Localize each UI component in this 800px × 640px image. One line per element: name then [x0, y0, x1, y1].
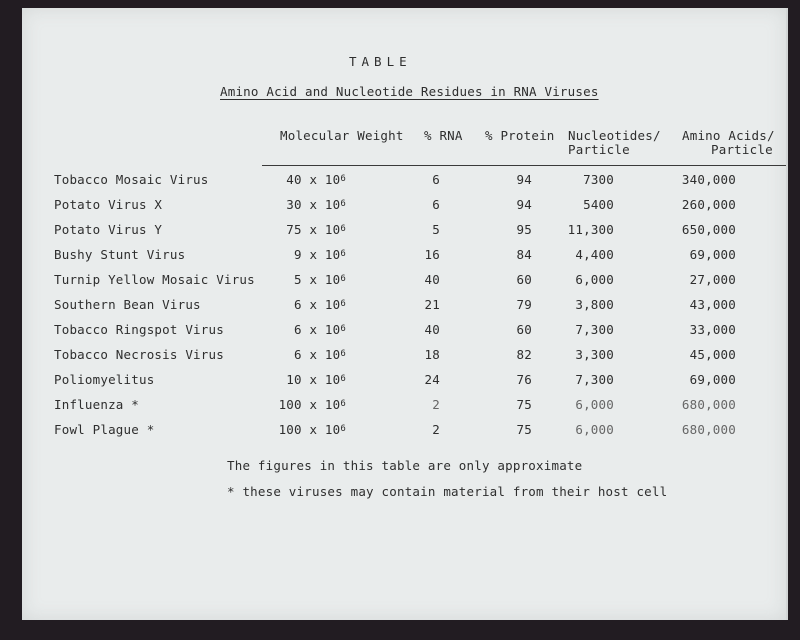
row-rna-percent: 40 [424, 272, 440, 287]
document-page [22, 8, 788, 620]
row-molecular-weight [246, 324, 346, 337]
row-amino-acids: 680,000 [681, 422, 736, 437]
exponent: 6 [340, 374, 346, 384]
row-nucleotides: 11,300 [567, 222, 614, 237]
molecular-weight-value: 6 x 10 [294, 347, 341, 362]
row-protein-percent: 60 [516, 272, 532, 287]
row-virus-name: Tobacco Necrosis Virus [54, 347, 224, 362]
row-nucleotides: 7300 [583, 172, 614, 187]
row-rna-percent: 40 [424, 322, 440, 337]
row-virus-name: Poliomyelitus [54, 372, 155, 387]
exponent: 6 [340, 399, 346, 409]
molecular-weight-value: 100 x 10 [278, 422, 341, 437]
row-protein-percent: 95 [516, 222, 532, 237]
row-protein-percent: 75 [516, 422, 532, 437]
row-amino-acids: 340,000 [681, 172, 736, 187]
row-nucleotides: 5400 [583, 197, 614, 212]
row-rna-percent: 2 [432, 397, 440, 412]
molecular-weight-value: 75 x 10 [286, 222, 341, 237]
column-header-rna: % RNA [424, 128, 463, 143]
row-amino-acids: 43,000 [689, 297, 736, 312]
row-amino-acids: 260,000 [681, 197, 736, 212]
row-molecular-weight [246, 174, 346, 187]
row-virus-name: Tobacco Mosaic Virus [54, 172, 209, 187]
row-virus-name: Southern Bean Virus [54, 297, 201, 312]
column-header-nucleotides-line2: Particle [568, 142, 630, 157]
row-nucleotides: 6,000 [575, 397, 614, 412]
row-amino-acids: 45,000 [689, 347, 736, 362]
exponent: 6 [340, 274, 346, 284]
header-rule [262, 165, 786, 166]
row-nucleotides: 7,300 [575, 372, 614, 387]
row-nucleotides: 4,400 [575, 247, 614, 262]
row-molecular-weight [246, 374, 346, 387]
row-protein-percent: 79 [516, 297, 532, 312]
row-nucleotides: 3,800 [575, 297, 614, 312]
document-heading: TABLE [349, 54, 412, 69]
footnote-approximate: The figures in this table are only approximate [227, 458, 583, 473]
molecular-weight-value: 6 x 10 [294, 322, 341, 337]
row-rna-percent: 16 [424, 247, 440, 262]
row-virus-name: Turnip Yellow Mosaic Virus [54, 272, 255, 287]
molecular-weight-value: 9 x 10 [294, 247, 341, 262]
row-nucleotides: 6,000 [575, 422, 614, 437]
row-protein-percent: 94 [516, 197, 532, 212]
molecular-weight-value: 30 x 10 [286, 197, 341, 212]
row-virus-name: Bushy Stunt Virus [54, 247, 186, 262]
footnote-host-cell: * these viruses may contain material from their host cell [227, 484, 668, 499]
row-molecular-weight [246, 224, 346, 237]
row-protein-percent: 84 [516, 247, 532, 262]
exponent: 6 [340, 424, 346, 434]
row-molecular-weight [246, 249, 346, 262]
molecular-weight-value: 6 x 10 [294, 297, 341, 312]
row-molecular-weight [246, 299, 346, 312]
row-protein-percent: 76 [516, 372, 532, 387]
row-virus-name: Potato Virus X [54, 197, 163, 212]
molecular-weight-value: 5 x 10 [294, 272, 341, 287]
exponent: 6 [340, 349, 346, 359]
row-rna-percent: 6 [432, 197, 440, 212]
exponent: 6 [340, 174, 346, 184]
row-rna-percent: 24 [424, 372, 440, 387]
row-molecular-weight [246, 199, 346, 212]
row-rna-percent: 2 [432, 422, 440, 437]
row-virus-name: Potato Virus Y [54, 222, 163, 237]
row-protein-percent: 94 [516, 172, 532, 187]
row-virus-name: Fowl Plague * [54, 422, 155, 437]
column-header-amino-acids-line2: Particle [711, 142, 773, 157]
row-molecular-weight [246, 399, 346, 412]
row-nucleotides: 7,300 [575, 322, 614, 337]
row-molecular-weight [246, 424, 346, 437]
exponent: 6 [340, 299, 346, 309]
column-header-protein: % Protein [485, 128, 555, 143]
molecular-weight-value: 100 x 10 [278, 397, 341, 412]
row-protein-percent: 82 [516, 347, 532, 362]
row-protein-percent: 60 [516, 322, 532, 337]
column-header-amino-acids: Amino Acids/ [682, 128, 775, 143]
row-nucleotides: 6,000 [575, 272, 614, 287]
exponent: 6 [340, 224, 346, 234]
row-rna-percent: 21 [424, 297, 440, 312]
row-nucleotides: 3,300 [575, 347, 614, 362]
row-amino-acids: 69,000 [689, 372, 736, 387]
row-rna-percent: 5 [432, 222, 440, 237]
column-header-nucleotides: Nucleotides/ [568, 128, 661, 143]
row-virus-name: Tobacco Ringspot Virus [54, 322, 224, 337]
molecular-weight-value: 40 x 10 [286, 172, 341, 187]
row-amino-acids: 27,000 [689, 272, 736, 287]
exponent: 6 [340, 324, 346, 334]
molecular-weight-value: 10 x 10 [286, 372, 341, 387]
row-rna-percent: 18 [424, 347, 440, 362]
exponent: 6 [340, 199, 346, 209]
row-molecular-weight [246, 274, 346, 287]
row-amino-acids: 69,000 [689, 247, 736, 262]
row-protein-percent: 75 [516, 397, 532, 412]
row-virus-name: Influenza * [54, 397, 139, 412]
table-title: Amino Acid and Nucleotide Residues in RNA Viruses [220, 84, 599, 99]
row-amino-acids: 650,000 [681, 222, 736, 237]
exponent: 6 [340, 249, 346, 259]
row-molecular-weight [246, 349, 346, 362]
row-amino-acids: 680,000 [681, 397, 736, 412]
row-amino-acids: 33,000 [689, 322, 736, 337]
row-rna-percent: 6 [432, 172, 440, 187]
column-header-molecular-weight: Molecular Weight [280, 128, 404, 143]
